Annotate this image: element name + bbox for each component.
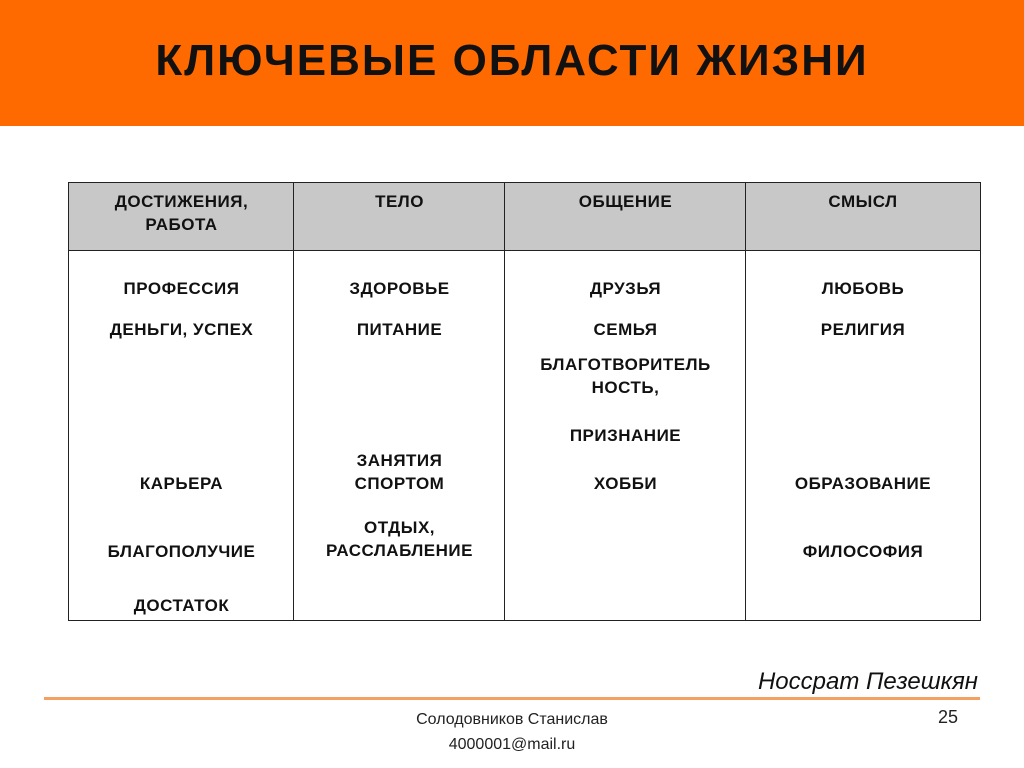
footer-contact (312, 707, 712, 757)
cell-profession: ПРОФЕССИЯ (123, 279, 240, 298)
cell-friends: ДРУЗЬЯ (589, 279, 662, 298)
cell-career: КАРЬЕРА (139, 474, 224, 493)
cell-rest-relaxation: ОТДЫХ, РАССЛАБЛЕНИЕ (326, 518, 473, 560)
footer-email: 4000001@mail.ru (448, 736, 576, 753)
cell-love: ЛЮБОВЬ (821, 279, 905, 298)
cell-health: ЗДОРОВЬЕ (349, 279, 450, 298)
title-banner (0, 0, 1024, 126)
cell-religion: РЕЛИГИЯ (820, 320, 906, 339)
slide-title: КЛЮЧЕВЫЕ ОБЛАСТИ ЖИЗНИ (155, 36, 869, 85)
cell-recognition: ПРИЗНАНИЕ (569, 426, 682, 445)
cell-wellbeing: БЛАГОПОЛУЧИЕ (107, 542, 256, 561)
page-number: 25 (938, 707, 959, 727)
cell-family: СЕМЬЯ (593, 320, 658, 339)
header-meaning: СМЫСЛ (828, 192, 898, 211)
life-areas-table (68, 182, 981, 621)
cell-philosophy: ФИЛОСОФИЯ (802, 542, 924, 561)
header-achievements: ДОСТИЖЕНИЯ, РАБОТА (114, 192, 249, 234)
cell-prosperity: ДОСТАТОК (133, 596, 230, 615)
cell-nutrition: ПИТАНИЕ (356, 320, 443, 339)
cell-education: ОБРАЗОВАНИЕ (794, 474, 932, 493)
cell-money-success: ДЕНЬГИ, УСПЕХ (109, 320, 254, 339)
footer-name: Солодовников Станислав (416, 711, 608, 728)
cell-charity: БЛАГОТВОРИТЕЛЬ НОСТЬ, (540, 355, 711, 397)
cell-sports: ЗАНЯТИЯ СПОРТОМ (354, 451, 445, 493)
author-credit: Носсрат Пезешкян (757, 668, 978, 695)
header-body: ТЕЛО (375, 192, 424, 211)
header-communication: ОБЩЕНИЕ (578, 192, 673, 211)
footer-divider (44, 697, 980, 700)
cell-hobby: ХОББИ (593, 474, 658, 493)
